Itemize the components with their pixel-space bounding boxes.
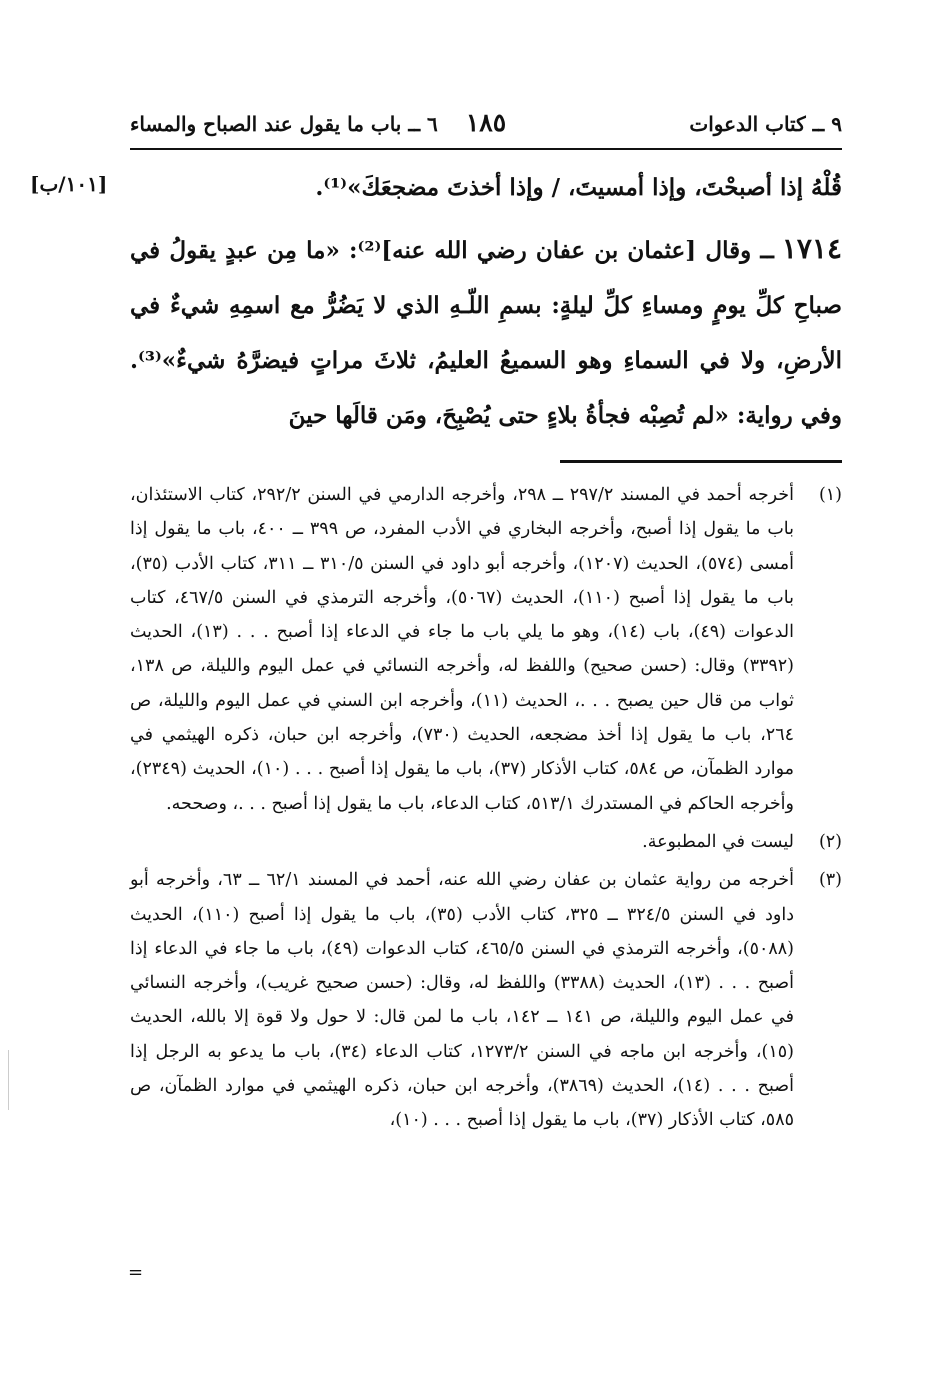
footnote-number: (٣) (818, 870, 842, 891)
footnote (130, 863, 842, 1137)
footnote-text: أخرجه أحمد في المسند ٢٩٧/٢ ــ ٢٩٨، وأخرجه الدارمي في السنن ٢٩٢/٢، كتاب الاستئذان، باب ما يقول إذا أصبح، وأخرجه البخاري في الأدب المفرد، ص ٣٩٩ ــ ٤٠٠، باب ما يقول إذا أمسى (٥٧٤)، الحديث (١٢٠٧)، وأخرجه أبو داود في السنن ٣١٠/٥ ــ ٣١١، كتاب الأدب (٣٥)، باب ما يقول إذا أصبح (١١٠)، الحديث (٥٠٦٧)، وأخرجه الترمذي في السنن ٤٦٧/٥، كتاب الدعوات (٤٩)، باب (١٤)، وهو ما يلي باب ما جاء في الدعاء إذا أصبح . . . (١٣)، الحديث (٣٣٩٢) وقال: (حسن صحيح) واللفظ له، وأخرجه النسائي في عمل اليوم والليلة، ص ١٣٨، ثواب من قال حين يصبح . . .، الحديث (١١)، وأخرجه ابن السني في عمل اليوم والليلة، ص ٢٦٤، باب ما يقول إذا أخذ مضجعه، الحديث (٧٣٠)، وأخرجه ابن حبان، ذكره الهيثمي في موارد الظمآن، ص ٥٨٤، كتاب الأذكار (٣٧)، باب ما يقول إذا أصبح . . . (١٠)، الحديث (٢٣٤٩)، وأخرجه الحاكم في المستدرك ٥١٣/١، كتاب الدعاء، باب ما يقول إذا أصبح . . .، وصححه. (130, 485, 795, 814)
footnote-number: (١) (818, 485, 842, 505)
header-book-title: ٩ ــ كتاب الدعوات (689, 112, 842, 136)
footnote-separator (560, 460, 842, 463)
running-header (130, 108, 842, 144)
footnote-text: أخرجه من رواية عثمان بن عفان رضي الله عنه، أحمد في المسند ٦٢/١ ــ ٦٣، وأخرجه أبو داود في السنن ٣٢٤/٥ ــ ٣٢٥، كتاب الأدب (٣٥)، باب ما يقول إذا أصبح (١١٠)، الحديث (٥٠٨٨)، وأخرجه الترمذي في السنن ٤٦٥/٥، كتاب الدعوات (٤٩)، باب ما جاء في الدعاء إذا أصبح . . . (١٣)، الحديث (٣٣٨٨) واللفظ له، وقال: (حسن صحيح غريب)، وأخرجه النسائي في عمل اليوم والليلة، ص ١٤١ ــ ١٤٢، باب ما لمن قال: لا حول ولا قوة إلا بالله، الحديث (١٥)، وأخرجه ابن ماجه في السنن ١٢٧٣/٢، كتاب الدعاء (٣٤)، باب ما يدعو به الرجل إذا أصبح . . . (١٤)، الحديث (٣٨٦٩)، وأخرجه ابن حبان، ذكره الهيثمي في موارد الظمآن، ص ٥٨٥، كتاب الأذكار (٣٧)، باب ما يقول إذا أصبح . . . (١٠)، (130, 870, 794, 1131)
footnote-number: (٢) (818, 831, 842, 852)
footnotes-block (130, 478, 842, 1142)
hadith-paragraph (130, 221, 842, 443)
footnote-text: ليست في المطبوعة. (642, 831, 794, 852)
footnote (130, 825, 842, 859)
page-number: ١٨٥ (465, 108, 507, 137)
header-divider (130, 148, 842, 150)
continuation-mark: = (128, 1262, 144, 1283)
manuscript-folio-reference: [١٠١/ب] (30, 172, 108, 196)
main-text-line-1: قُلْهُ إذا أصبحْتَ، وإذا أمسيتَ، / وإذا أخذتَ مضجعَكَ»⁽¹⁾. (315, 174, 842, 201)
footnote (130, 478, 842, 821)
scan-margin-line (8, 1050, 9, 1110)
header-chapter-title: ٦ ــ باب ما يقول عند الصباح والمساء (130, 112, 438, 136)
hadith-text: ــ وقال [عثمان بن عفان رضي الله عنه]⁽²⁾: «ما مِن عبدٍ يقولُ في صباحِ كلِّ يومٍ ومساءِ كلِّ ليلةٍ: بسمِ اللّـهِ الذي لا يَضُرُّ مع اسمِهِ شيءٌ في الأرضِ، ولا في السماءِ وهو السميعُ العليمُ، ثلاثَ مراتٍ فيضرَّهُ شيءٌ»⁽³⁾. وفي رواية: «لم تُصِبْه فجأةُ بلاءٍ حتى يُصْبِحَ، ومَن قالَها حينَ (130, 237, 842, 429)
hadith-number: ١٧١٤ (781, 232, 842, 265)
main-text-block (130, 160, 842, 443)
